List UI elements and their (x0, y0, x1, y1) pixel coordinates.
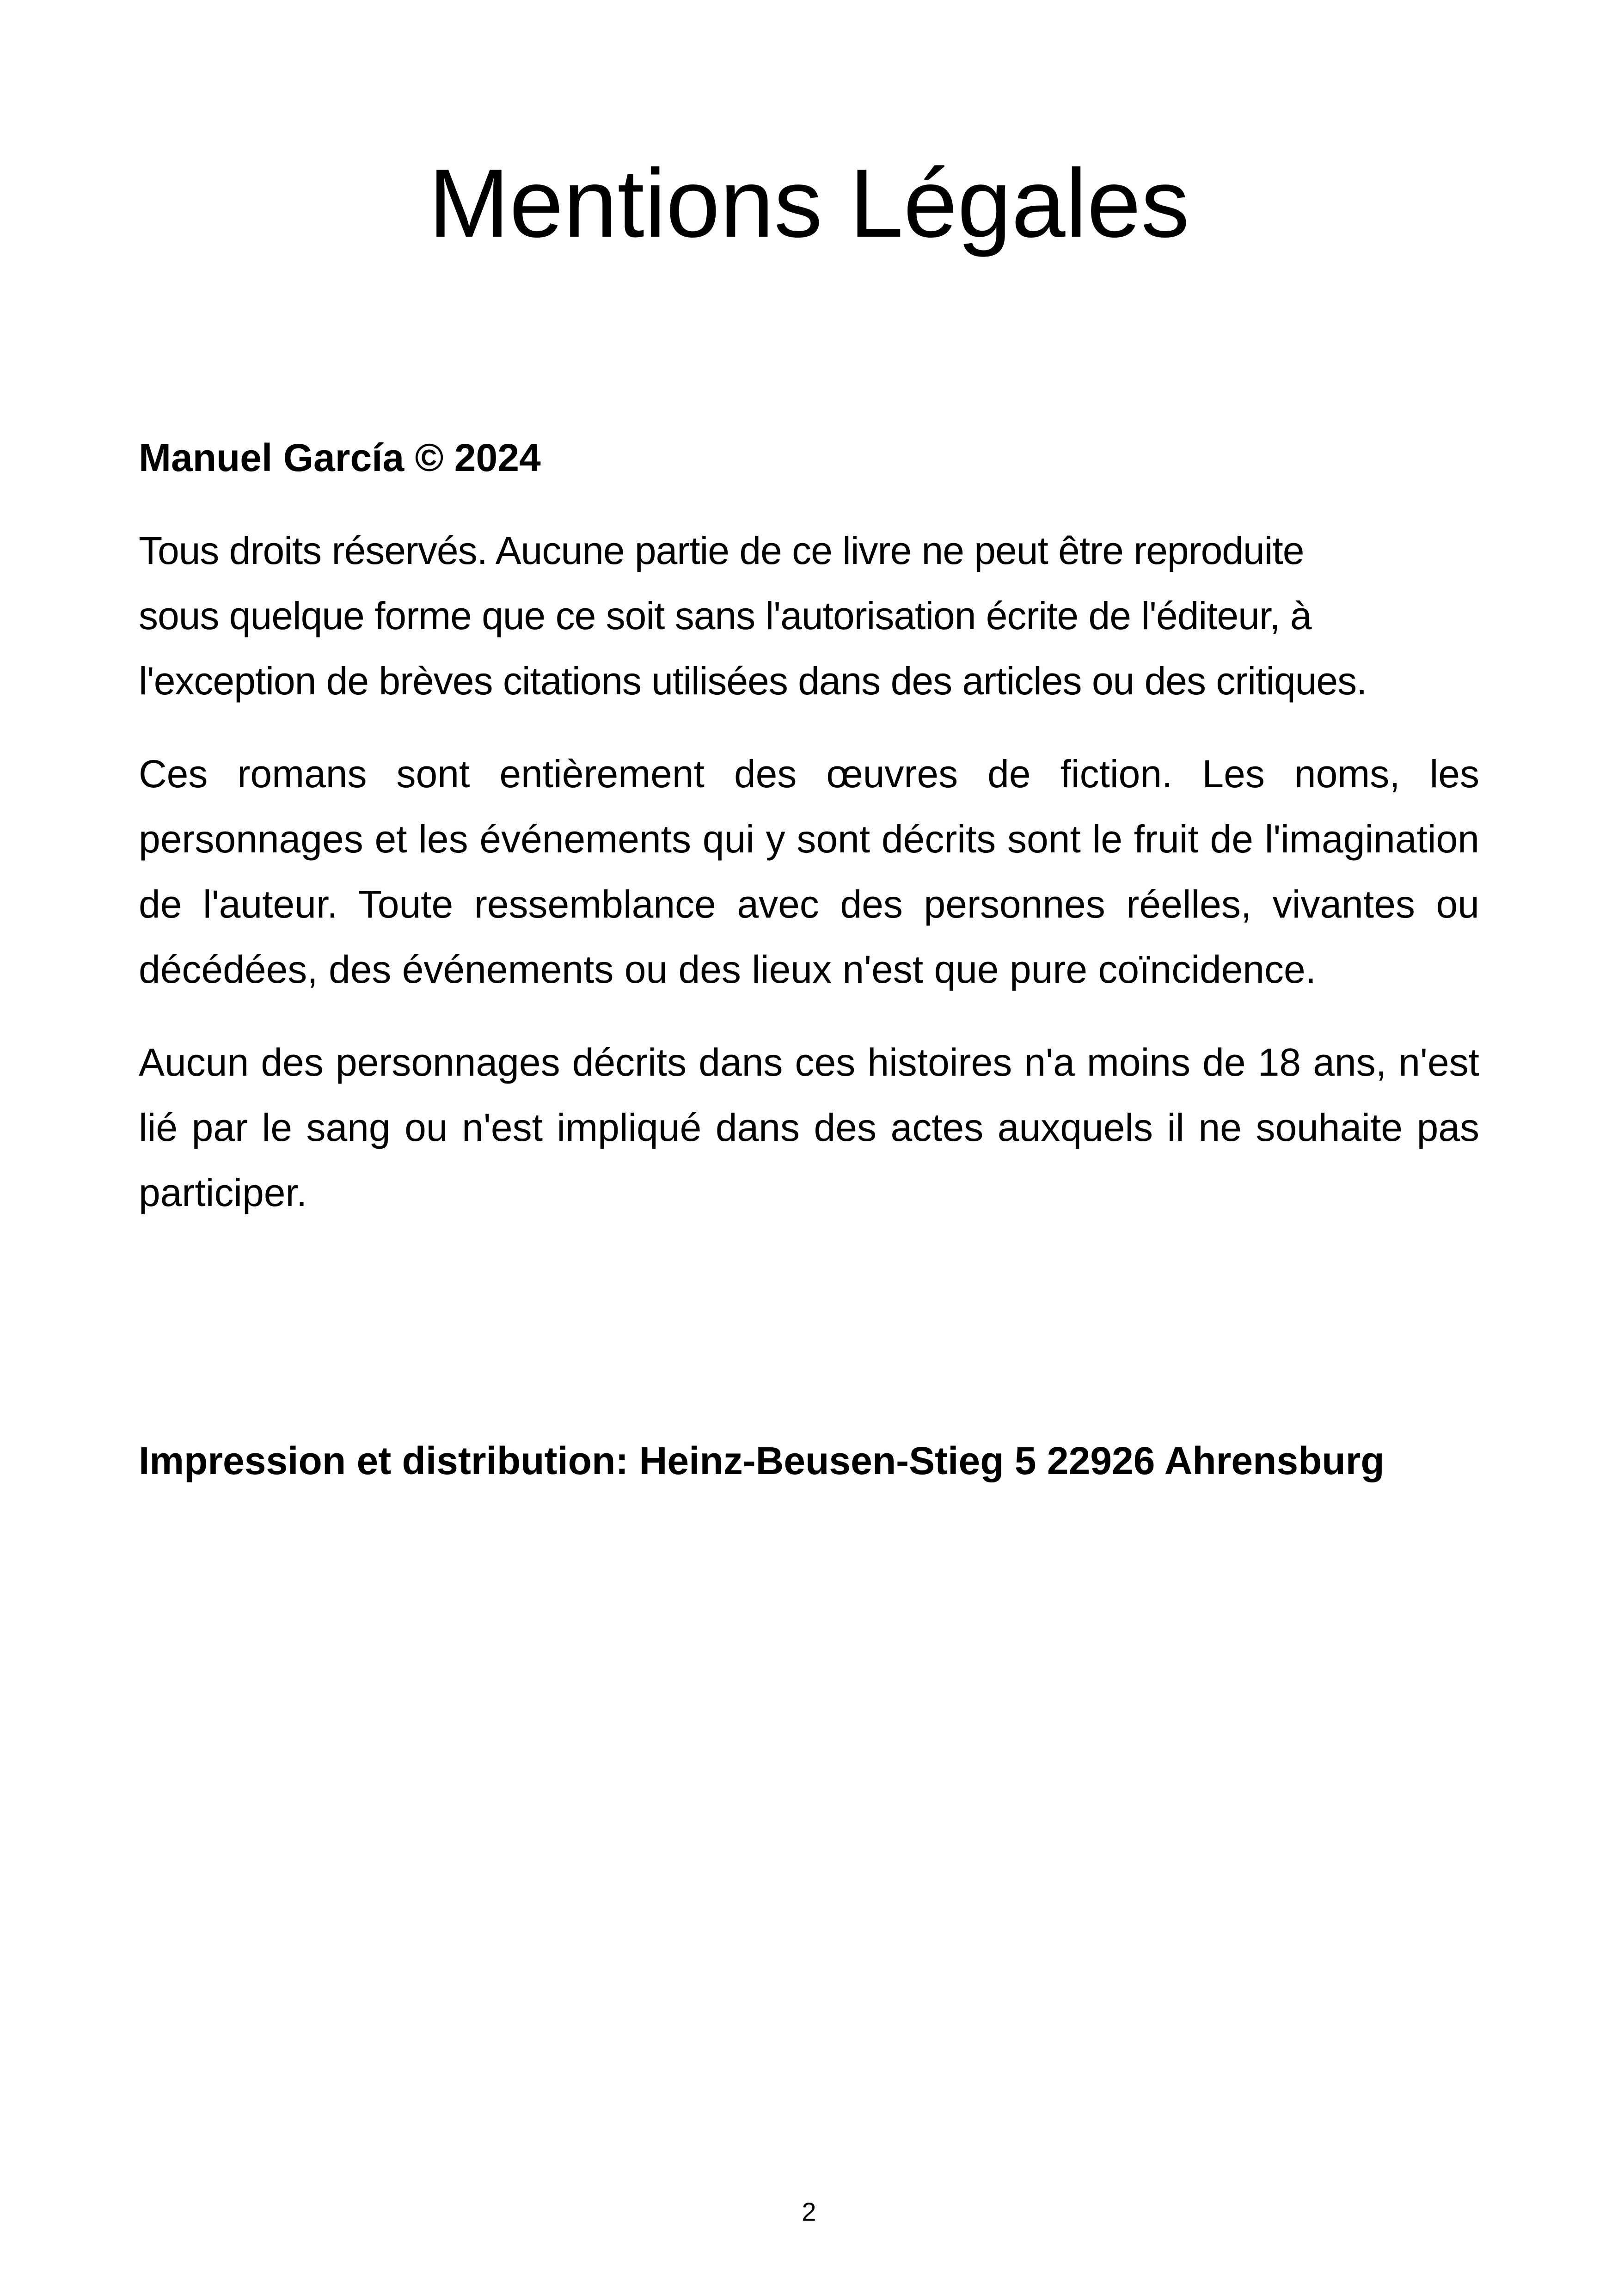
page-title: Mentions Légales (428, 149, 1190, 257)
printer-address: Impression et distribution: Heinz-Beusen-Stieg 5 22926 Ahrensburg (139, 1439, 1385, 1482)
legal-notice-body (139, 425, 1479, 1253)
copyright-line: Manuel García © 2024 (139, 436, 541, 479)
rights-reserved-line: l'exception de brèves citations utilisées dans des articles ou des critiques. (139, 659, 1367, 703)
rights-reserved-line: sous quelque forme que ce soit sans l'autorisation écrite de l'éditeur, à (139, 594, 1312, 637)
fiction-notice-paragraph: Ces romans sont entièrement des œuvres de fiction. Les noms, les personnages et les événements qui y sont décrits sont le fruit de l'imagination de l'auteur. Toute ressemblance avec des personnes réelles, vivantes ou décédées, des événements ou des lieux n'est que pure coïncidence. (139, 752, 1479, 991)
rights-reserved-line: Tous droits réservés. Aucune partie de ce livre ne peut être reproduite (139, 529, 1304, 572)
age-notice-paragraph: Aucun des personnages décrits dans ces histoires n'a moins de 18 ans, n'est lié par le sang ou n'est impliqué dans des actes auxquels il ne souhaite pas participer. (139, 1041, 1479, 1214)
page-number: 2 (802, 2197, 816, 2226)
rights-reserved-paragraph (139, 518, 1479, 714)
